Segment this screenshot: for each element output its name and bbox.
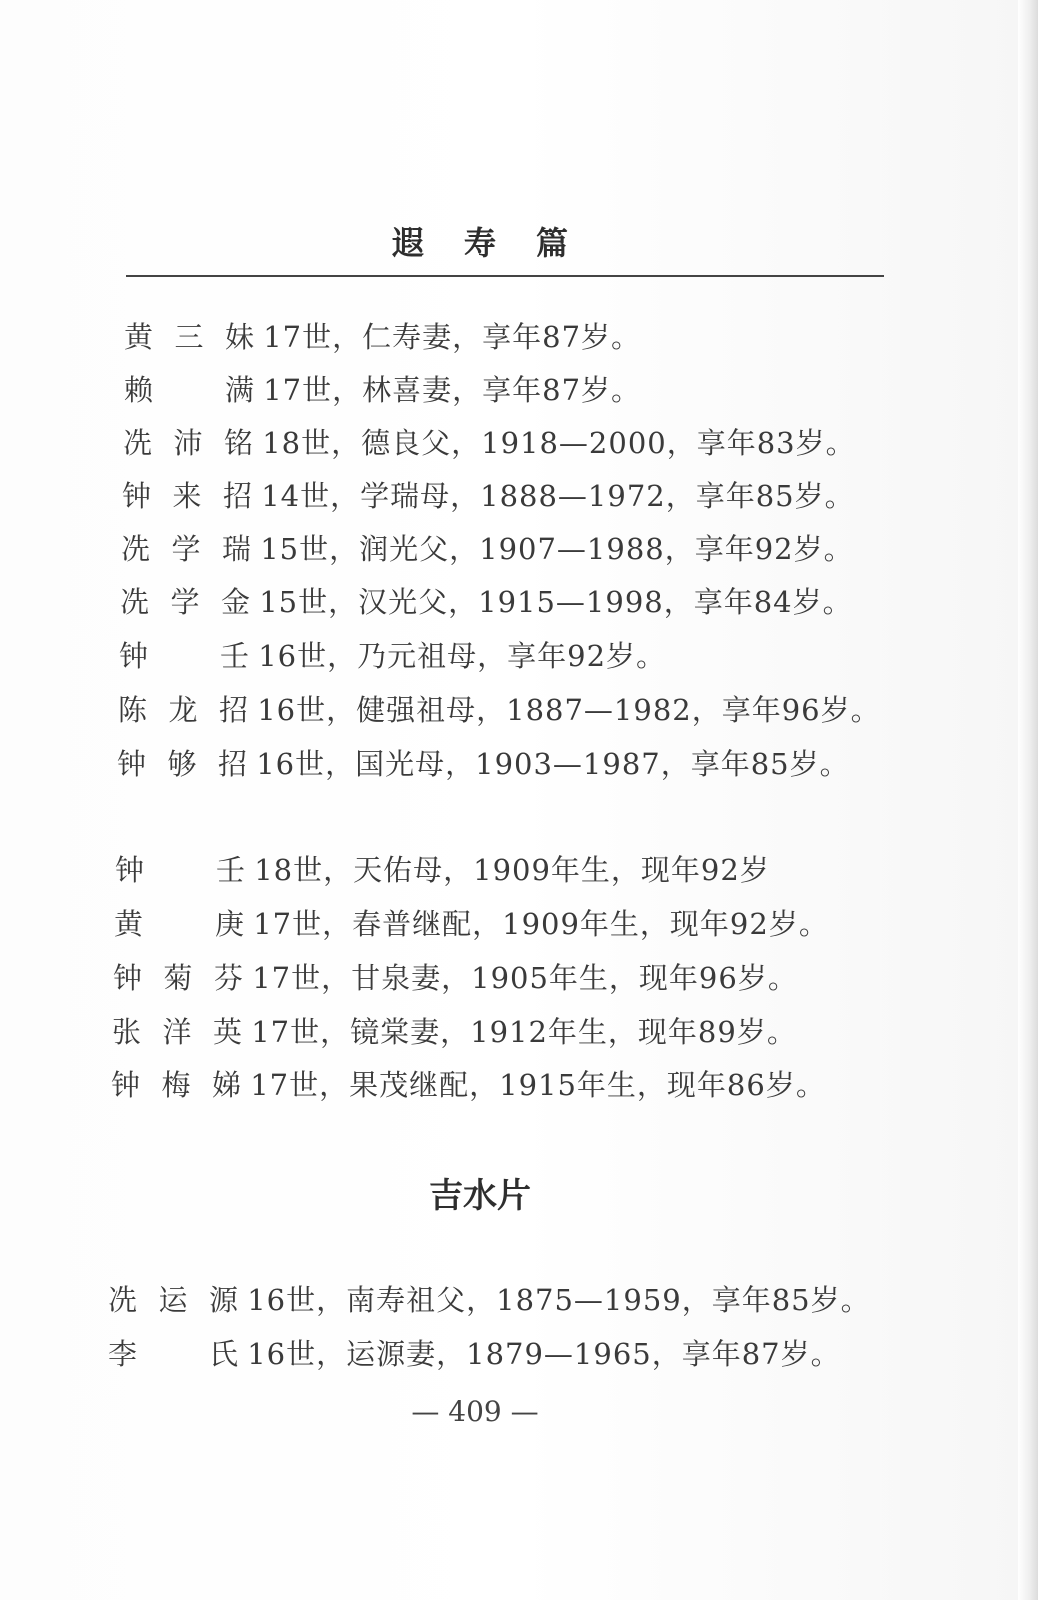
person-name: 陈龙招 [118,693,248,727]
person-name: 赖满 [124,373,254,407]
person-name: 黄庚 [114,907,244,941]
list-item [117,742,850,786]
person-name: 钟菊芬 [113,961,243,995]
section-title: 吉水片 [429,1176,531,1216]
list-item [113,956,798,1000]
person-name: 冼学瑞 [121,532,251,566]
person-detail: 16世，运源妻，1879—1965，享年87岁。 [247,1337,841,1371]
list-item [124,368,641,412]
page-edge-shadow [1018,0,1038,1600]
person-detail: 16世，南寿祖父，1875—1959，享年85岁。 [247,1283,871,1317]
person-detail: 15世，润光父，1907—1988，享年92岁。 [260,532,854,566]
header-rule [126,275,884,277]
list-item [108,1332,841,1376]
person-detail: 17世，甘泉妻，1905年生，现年96岁。 [252,961,798,995]
list-item [118,688,881,732]
list-item [115,848,770,892]
person-detail: 17世，仁寿妻，享年87岁。 [263,320,642,354]
person-name: 冼学金 [120,585,250,619]
person-detail: 17世，春普继配，1909年生，现年92岁。 [253,907,829,941]
list-item [120,580,853,624]
person-detail: 16世，国光母，1903—1987，享年85岁。 [256,747,850,781]
person-detail: 17世，林喜妻，享年87岁。 [263,373,642,407]
person-name: 冼运源 [108,1283,238,1317]
person-detail: 15世，汉光父，1915—1998，享年84岁。 [259,585,853,619]
person-detail: 18世，德良父，1918—2000，享年83岁。 [262,426,856,460]
running-header-title: 遐寿篇 [391,224,608,262]
list-item [122,474,855,518]
list-item [114,902,829,946]
list-item [121,527,854,571]
person-name: 张洋英 [112,1015,242,1049]
list-item [119,634,666,678]
list-item [112,1010,797,1054]
list-item [111,1063,826,1107]
person-name: 钟壬 [119,639,249,673]
list-item [108,1278,871,1322]
person-name: 李氏 [108,1337,238,1371]
page-number: — 409 — [411,1395,539,1428]
person-name: 钟壬 [115,853,245,887]
list-item [124,315,641,359]
person-detail: 17世，果茂继配，1915年生，现年86岁。 [250,1068,826,1102]
person-detail: 18世，天佑母，1909年生，现年92岁 [254,853,770,887]
person-detail: 17世，镜棠妻，1912年生，现年89岁。 [251,1015,797,1049]
person-name: 钟梅娣 [111,1068,241,1102]
person-name: 黄三妹 [124,320,254,354]
person-name: 冼沛铭 [123,426,253,460]
person-name: 钟来招 [122,479,252,513]
person-name: 钟够招 [117,747,247,781]
list-item [123,421,856,465]
person-detail: 16世，健强祖母，1887—1982，享年96岁。 [257,693,881,727]
person-detail: 14世，学瑞母，1888—1972，享年85岁。 [261,479,855,513]
person-detail: 16世，乃元祖母，享年92岁。 [258,639,667,673]
